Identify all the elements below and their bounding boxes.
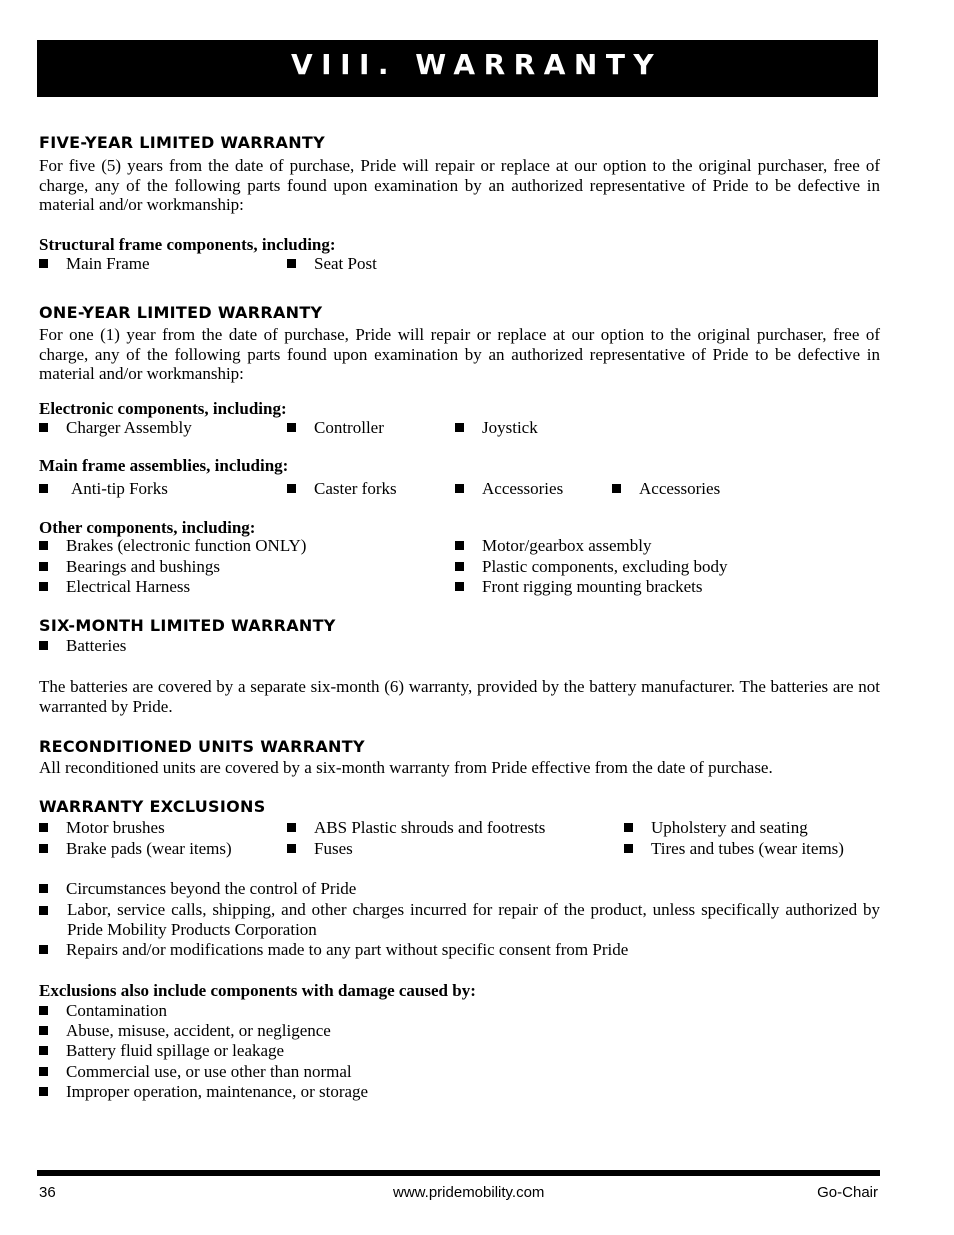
square-bullet-icon [39, 1026, 48, 1035]
list-item: Charger Assembly [39, 418, 192, 438]
square-bullet-icon [39, 1046, 48, 1055]
square-bullet-icon [39, 906, 48, 915]
six-month-heading: SIX-MONTH LIMITED WARRANTY [39, 616, 336, 635]
list-item: Circumstances beyond the control of Pride [39, 879, 356, 899]
square-bullet-icon [287, 823, 296, 832]
list-item: Electrical Harness [39, 577, 190, 597]
square-bullet-icon [39, 582, 48, 591]
list-item: Caster forks [287, 479, 397, 499]
square-bullet-icon [455, 484, 464, 493]
section-banner [37, 40, 878, 97]
list-item: Controller [287, 418, 384, 438]
square-bullet-icon [39, 641, 48, 650]
list-item: Joystick [455, 418, 538, 438]
five-year-text: For five (5) years from the date of purchase, Pride will repair or replace at our option to the original purchaser, free of charge, any of the following parts found upon examination by an authorized representative of Pride to be defective in material and/or workmanship: [39, 156, 880, 214]
square-bullet-icon [39, 1006, 48, 1015]
square-bullet-icon [624, 844, 633, 853]
list-item: Front rigging mounting brackets [455, 577, 703, 597]
list-item: Anti-tip Forks [39, 479, 168, 499]
exclusions-heading: WARRANTY EXCLUSIONS [39, 797, 266, 816]
list-item: Abuse, misuse, accident, or negligence [39, 1021, 331, 1041]
list-item: Motor brushes [39, 818, 165, 838]
list-item: Seat Post [287, 254, 377, 274]
list-item: Fuses [287, 839, 353, 859]
list-item: Accessories [612, 479, 720, 499]
list-item: Upholstery and seating [624, 818, 808, 838]
list-item: Batteries [39, 636, 126, 656]
list-item: Bearings and bushings [39, 557, 220, 577]
square-bullet-icon [455, 423, 464, 432]
list-item: ABS Plastic shrouds and footrests [287, 818, 545, 838]
list-item: Tires and tubes (wear items) [624, 839, 844, 859]
square-bullet-icon [39, 1067, 48, 1076]
list-item: Repairs and/or modifications made to any part without specific consent from Pride [39, 940, 628, 960]
other-label: Other components, including: [39, 518, 256, 537]
one-year-text: For one (1) year from the date of purchase, Pride will repair or replace at our option to the original purchaser, free of charge, any of the following parts found upon examination by an authorized representative of Pride to be defective in material and/or workmanship: [39, 325, 880, 383]
list-item: Improper operation, maintenance, or storage [39, 1082, 368, 1102]
one-year-heading: ONE-YEAR LIMITED WARRANTY [39, 303, 323, 322]
mainframe-label: Main frame assemblies, including: [39, 456, 289, 475]
square-bullet-icon [455, 582, 464, 591]
square-bullet-icon [455, 541, 464, 550]
list-item: Commercial use, or use other than normal [39, 1062, 352, 1082]
list-item: Labor, service calls, shipping, and other charges incurred for repair of the product, unless specifically authorized by Pride Mobility Products Corporation [39, 900, 880, 939]
square-bullet-icon [39, 844, 48, 853]
electronic-label: Electronic components, including: [39, 399, 287, 418]
square-bullet-icon [39, 562, 48, 571]
square-bullet-icon [287, 259, 296, 268]
structural-label: Structural frame components, including: [39, 235, 336, 254]
square-bullet-icon [39, 1087, 48, 1096]
list-item: Brakes (electronic function ONLY) [39, 536, 306, 556]
five-year-heading: FIVE-YEAR LIMITED WARRANTY [39, 133, 326, 152]
square-bullet-icon [455, 562, 464, 571]
square-bullet-icon [39, 541, 48, 550]
list-item: Accessories [455, 479, 563, 499]
section-title: VIII. WARRANTY [291, 48, 663, 81]
list-item: Brake pads (wear items) [39, 839, 232, 859]
square-bullet-icon [39, 884, 48, 893]
damage-label: Exclusions also include components with damage caused by: [39, 981, 476, 1000]
footer-rule [37, 1170, 880, 1176]
square-bullet-icon [287, 844, 296, 853]
list-item: Main Frame [39, 254, 150, 274]
square-bullet-icon [287, 484, 296, 493]
square-bullet-icon [39, 484, 48, 493]
square-bullet-icon [39, 259, 48, 268]
square-bullet-icon [612, 484, 621, 493]
page-number: 36 [39, 1184, 56, 1201]
footer-website: www.pridemobility.com [393, 1184, 545, 1201]
footer-product: Go-Chair [817, 1184, 878, 1201]
square-bullet-icon [39, 945, 48, 954]
reconditioned-heading: RECONDITIONED UNITS WARRANTY [39, 737, 365, 756]
square-bullet-icon [39, 423, 48, 432]
list-item: Contamination [39, 1001, 167, 1021]
square-bullet-icon [39, 823, 48, 832]
reconditioned-text: All reconditioned units are covered by a six-month warranty from Pride effective from the date of purchase. [39, 758, 773, 777]
list-item: Battery fluid spillage or leakage [39, 1041, 284, 1061]
square-bullet-icon [287, 423, 296, 432]
list-item: Motor/gearbox assembly [455, 536, 652, 556]
list-item: Plastic components, excluding body [455, 557, 728, 577]
six-month-text: The batteries are covered by a separate six-month (6) warranty, provided by the battery manufacturer. The batteries are not warranted by Pride. [39, 677, 880, 716]
square-bullet-icon [624, 823, 633, 832]
